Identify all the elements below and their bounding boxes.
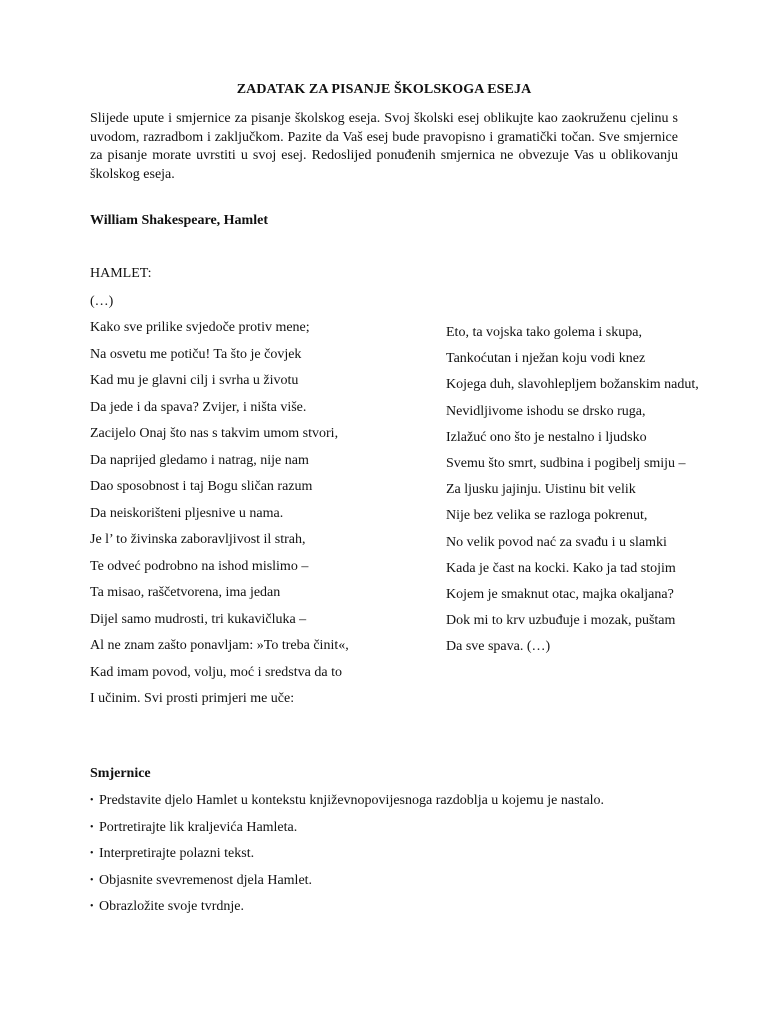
guideline-item (90, 872, 690, 899)
verse-line: Nevidljivome ishodu se drsko ruga, (446, 403, 646, 419)
verse-line: Dijel samo mudrosti, tri kukavičluka – (90, 611, 307, 627)
verse-line: Nije bez velika se razloga pokrenut, (446, 508, 648, 524)
verse-line: Dok mi to krv uzbuđuje i mozak, puštam (446, 613, 676, 629)
guideline-item (90, 819, 690, 846)
verse-column-left (90, 319, 420, 717)
verse-line: Da naprijed gledamo i natrag, nije nam (90, 452, 309, 468)
guideline-text: Portretirajte lik kraljevića Hamleta. (99, 819, 298, 835)
verse-line: Je l’ to živinska zaboravljivost il strah, (90, 532, 306, 547)
verse-line: No velik povod nać za svađu i u slamki (446, 534, 667, 550)
verse-line: Eto, ta vojska tako golema i skupa, (446, 325, 642, 340)
omission-marker: (…) (90, 294, 114, 309)
bullet-icon: • (90, 795, 94, 806)
verse-line: I učinim. Svi prosti primjeri me uče: (90, 691, 295, 706)
guideline-item (90, 792, 690, 819)
verse-line: Kojem je smaknut otac, majka okaljana? (446, 586, 674, 602)
verse-line: Kad mu je glavni cilj i svrha u životu (90, 373, 299, 388)
verse-line: Kada je čast na kocki. Kako ja tad stojim (446, 560, 676, 576)
verse-line: Da jede i da spava? Zvijer, i ništa više. (90, 399, 307, 415)
guideline-text: Obrazložite svoje tvrdnje. (99, 899, 245, 914)
guidelines-heading: Smjernice (90, 766, 151, 781)
verse-line: Tankoćutan i nježan koju vodi knez (446, 351, 646, 367)
verse-line: Da sve spava. (…) (446, 639, 551, 655)
guidelines-list (90, 792, 690, 925)
guideline-text: Interpretirajte polazni tekst. (99, 846, 255, 861)
bullet-icon: • (90, 874, 94, 886)
verse-line: Al ne znam zašto ponavljam: »To treba činit«, (90, 638, 349, 653)
guideline-text: Objasnite svevremenost djela Hamlet. (99, 872, 313, 888)
verse-line: Na osvetu me potiču! Ta što je čovjek (90, 346, 302, 362)
bullet-icon: • (90, 901, 94, 912)
bullet-icon: • (90, 848, 94, 859)
guideline-item (90, 898, 690, 925)
verse-column-right (446, 324, 716, 664)
work-heading: William Shakespeare, Hamlet (90, 213, 268, 228)
verse-line: Te odveć podrobno na ishod mislimo – (90, 558, 309, 574)
guideline-item (90, 845, 690, 872)
speaker-label: HAMLET: (90, 266, 152, 281)
verse-line: Svemu što smrt, sudbina i pogibelj smiju – (446, 455, 686, 471)
verse-line: Kojega duh, slavohlepljem božanskim nadut, (446, 377, 699, 393)
verse-line: Ta misao, raščetvorena, ima jedan (90, 585, 281, 600)
verse-line: Kako sve prilike svjedoče protiv mene; (90, 320, 310, 335)
verse-line: Da neiskorišteni pljesnive u nama. (90, 505, 284, 521)
intro-paragraph: Slijede upute i smjernice za pisanje školskog eseja. Svoj školski esej oblikujte kao zaokruženu cjelinu s uvodom, razradbom i zaključkom. Pazite da Vaš esej bude pravopisno i gramatički točan. Sve smjernice za pisanje morate uvrstiti u svoj esej. Redoslijed ponuđenih smjernica ne obvezuje Vas u oblikovanju školskog eseja. (90, 111, 678, 182)
bullet-icon: • (90, 821, 94, 833)
verse-line: Dao sposobnost i taj Bogu sličan razum (90, 479, 313, 494)
verse-line: Zacijelo Onaj što nas s takvim umom stvori, (90, 426, 339, 441)
document-title: ZADATAK ZA PISANJE ŠKOLSKOGA ESEJA (236, 82, 532, 97)
verse-line: Za ljusku jajinju. Uistinu bit velik (446, 482, 636, 498)
guideline-text: Predstavite djelo Hamlet u kontekstu književnopovijesnoga razdoblja u kojemu je nastalo. (99, 793, 605, 808)
verse-line: Izlažuć ono što je nestalno i ljudsko (446, 429, 647, 445)
verse-line: Kad imam povod, volju, moć i sredstva da to (90, 664, 342, 680)
